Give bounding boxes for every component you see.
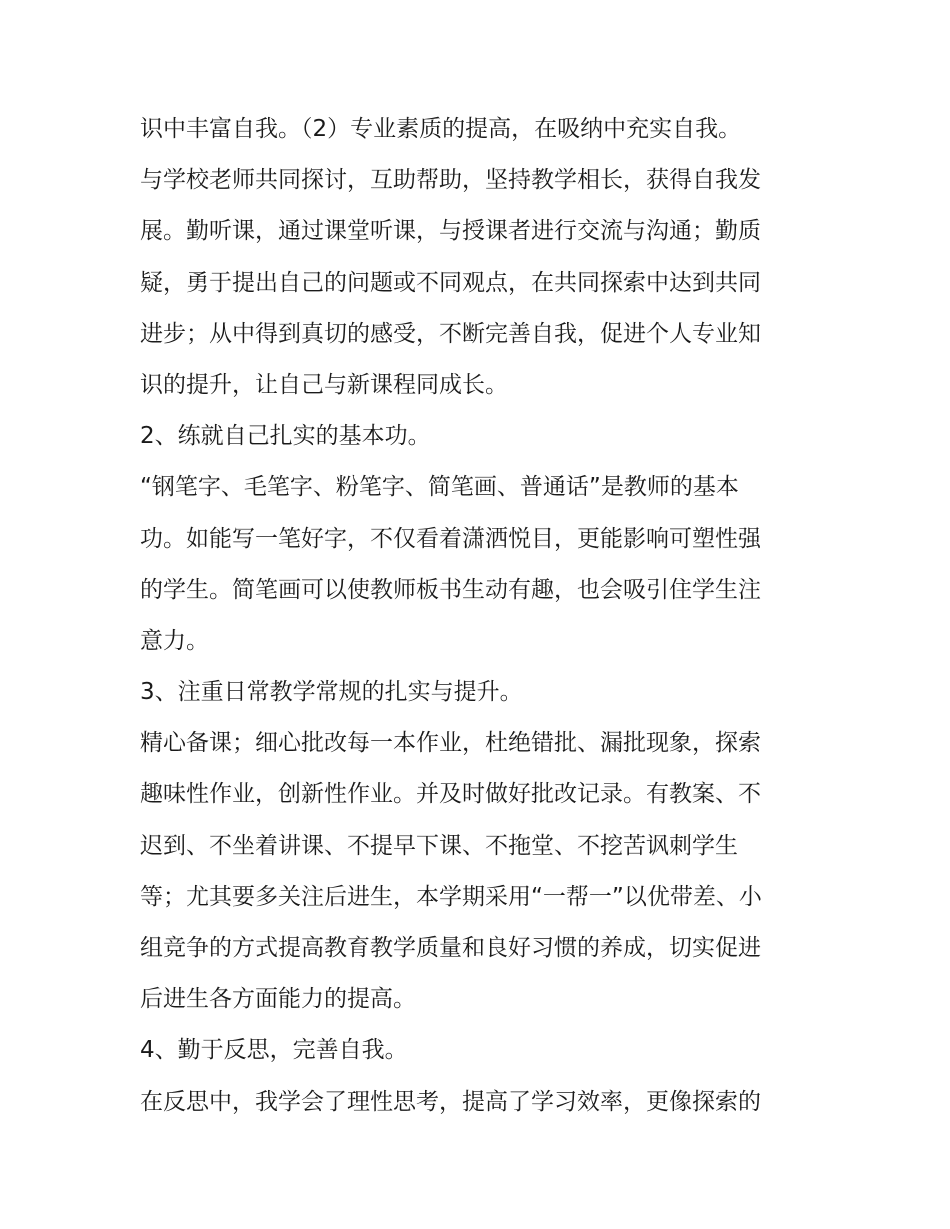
text-line: 识的提升，让自己与新课程同成长。 [140,371,508,398]
text-line: 在反思中，我学会了理性思考，提高了学习效率，更像探索的 [140,1088,761,1115]
text-line: 的学生。简笔画可以使教师板书生动有趣，也会吸引住学生注 [140,576,761,603]
text-line: 等；尤其要多关注后进生，本学期采用“一帮一”以优带差、小 [140,883,762,910]
text-line: 精心备课；细心批改每一本作业，杜绝错批、漏批现象，探索 [140,730,761,757]
text-line: 组竞争的方式提高教育教学质量和良好习惯的养成，切实促进 [140,935,761,961]
text-line: 疑，勇于提出自己的问题或不同观点，在共同探索中达到共同 [140,269,761,296]
text-line: 进步；从中得到真切的感受，不断完善自我，促进个人专业知 [140,320,761,347]
text-line: 迟到、不坐着讲课、不提早下课、不拖堂、不挖苦讽刺学生 [140,832,738,859]
text-line: 意力。 [140,627,209,654]
text-line: 与学校老师共同探讨，互助帮助，坚持教学相长，获得自我发 [140,167,761,194]
document-body [140,104,820,1128]
text-line: “钢笔字、毛笔字、粉笔字、简笔画、普通话”是教师的基本 [140,474,739,501]
section-heading: 3、注重日常教学常规的扎实与提升。 [140,679,523,706]
section-heading: 2、练就自己扎实的基本功。 [140,423,431,450]
text-line: 趣味性作业，创新性作业。并及时做好批改记录。有教案、不 [140,781,761,808]
text-line: 识中丰富自我。（2）专业素质的提高，在吸纳中充实自我。 [140,116,742,142]
section-heading: 4、勤于反思，完善自我。 [140,1037,408,1064]
text-line: 展。勤听课，通过课堂听课，与授课者进行交流与沟通；勤质 [140,218,761,245]
text-line: 功。如能写一笔好字，不仅看着潇洒悦目，更能影响可塑性强 [140,525,761,552]
text-line: 后进生各方面能力的提高。 [140,986,416,1013]
